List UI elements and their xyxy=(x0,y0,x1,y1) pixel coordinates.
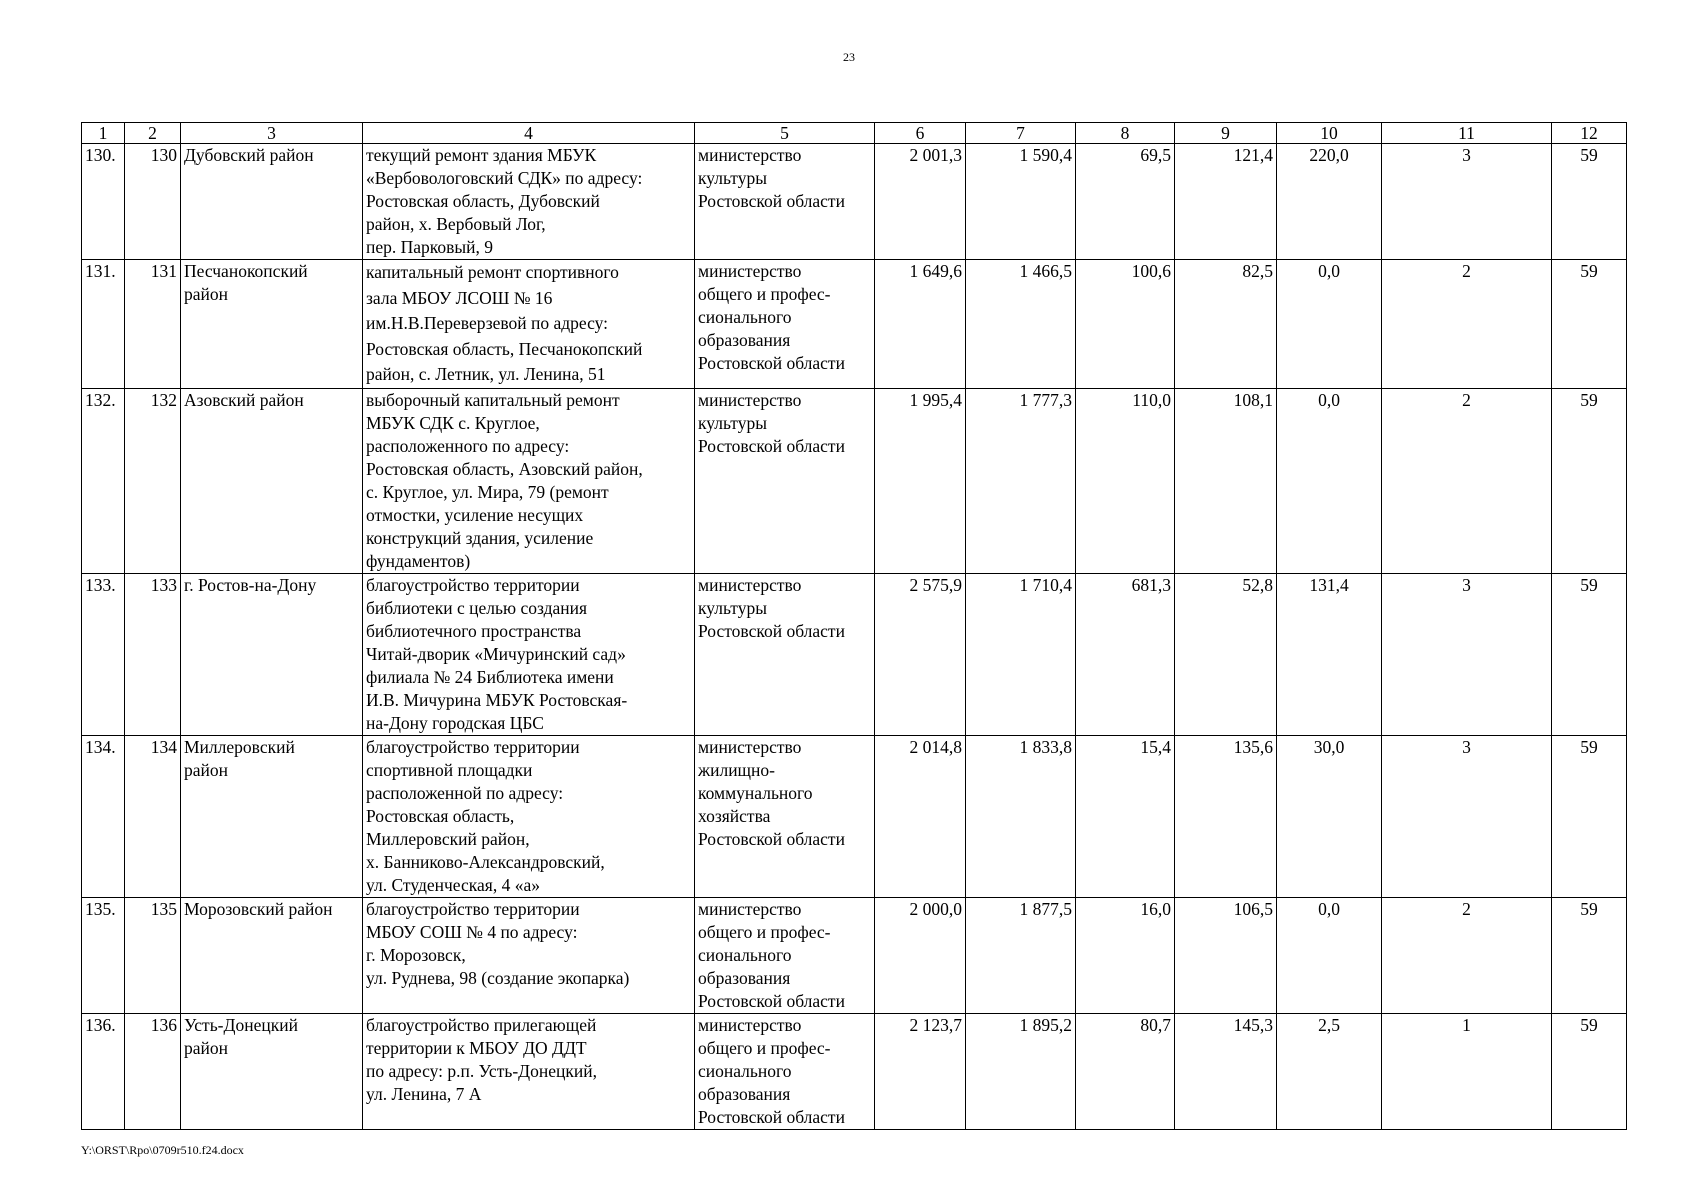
district-cell: Песчанокопский район xyxy=(181,260,363,389)
district-cell: Азовский район xyxy=(181,388,363,573)
value-cell-7: 1 710,4 xyxy=(966,573,1076,735)
value-cell-8: 100,6 xyxy=(1076,260,1175,389)
value-cell-7: 1 590,4 xyxy=(966,144,1076,260)
value-cell-10: 2,5 xyxy=(1277,1013,1382,1129)
value-cell-7: 1 895,2 xyxy=(966,1013,1076,1129)
value-cell-6: 1 995,4 xyxy=(875,388,966,573)
header-cell: 6 xyxy=(875,123,966,144)
value-cell-9: 145,3 xyxy=(1175,1013,1277,1129)
district-cell: Морозовский район xyxy=(181,897,363,1013)
table-row xyxy=(82,144,1627,260)
value-cell-11: 1 xyxy=(1382,1013,1552,1129)
header-cell: 3 xyxy=(181,123,363,144)
value-cell-10: 30,0 xyxy=(1277,735,1382,897)
header-cell: 2 xyxy=(125,123,181,144)
value-cell-10: 0,0 xyxy=(1277,260,1382,389)
value-cell-8: 681,3 xyxy=(1076,573,1175,735)
description-cell: выборочный капитальный ремонт МБУК СДК с. Круглое, расположенного по адресу: Ростовская область, Азовский район, с. Круглое, ул. Мира, 79 (ремонт отмостки, усиление несущих конструкций здания, усиление фундаментов) xyxy=(363,388,695,573)
value-cell-10: 220,0 xyxy=(1277,144,1382,260)
value-cell-12: 59 xyxy=(1552,260,1627,389)
value-cell-12: 59 xyxy=(1552,573,1627,735)
header-cell: 7 xyxy=(966,123,1076,144)
value-cell-7: 1 777,3 xyxy=(966,388,1076,573)
row-number: 132. xyxy=(82,388,125,573)
table-row xyxy=(82,260,1627,389)
row-id: 130 xyxy=(125,144,181,260)
value-cell-11: 3 xyxy=(1382,573,1552,735)
value-cell-11: 2 xyxy=(1382,260,1552,389)
value-cell-9: 82,5 xyxy=(1175,260,1277,389)
table-row xyxy=(82,897,1627,1013)
value-cell-8: 69,5 xyxy=(1076,144,1175,260)
value-cell-9: 52,8 xyxy=(1175,573,1277,735)
value-cell-6: 2 014,8 xyxy=(875,735,966,897)
value-cell-6: 2 000,0 xyxy=(875,897,966,1013)
description-cell: текущий ремонт здания МБУК «Вербовологовский СДК» по адресу: Ростовская область, Дубовский район, х. Вербовый Лог, пер. Парковый, 9 xyxy=(363,144,695,260)
row-id: 133 xyxy=(125,573,181,735)
description-cell: благоустройство прилегающей территории к МБОУ ДО ДДТ по адресу: р.п. Усть-Донецкий, ул. Ленина, 7 А xyxy=(363,1013,695,1129)
value-cell-7: 1 833,8 xyxy=(966,735,1076,897)
value-cell-12: 59 xyxy=(1552,144,1627,260)
header-cell: 4 xyxy=(363,123,695,144)
row-id: 136 xyxy=(125,1013,181,1129)
value-cell-7: 1 466,5 xyxy=(966,260,1076,389)
header-cell: 12 xyxy=(1552,123,1627,144)
description-cell: благоустройство территории МБОУ СОШ № 4 по адресу: г. Морозовск, ул. Руднева, 98 (создание экопарка) xyxy=(363,897,695,1013)
row-id: 135 xyxy=(125,897,181,1013)
description-cell: благоустройство территории спортивной площадки расположенной по адресу: Ростовская область, Миллеровский район, х. Банниково-Александровский, ул. Студенческая, 4 «а» xyxy=(363,735,695,897)
value-cell-11: 2 xyxy=(1382,897,1552,1013)
value-cell-9: 108,1 xyxy=(1175,388,1277,573)
value-cell-11: 3 xyxy=(1382,735,1552,897)
ministry-cell: министерство культуры Ростовской области xyxy=(695,144,875,260)
district-cell: Дубовский район xyxy=(181,144,363,260)
ministry-cell: министерство жилищно- коммунального хозяйства Ростовской области xyxy=(695,735,875,897)
table-row xyxy=(82,735,1627,897)
value-cell-12: 59 xyxy=(1552,897,1627,1013)
description-cell: благоустройство территории библиотеки с целью создания библиотечного пространства Читай-дворик «Мичуринский сад» филиала № 24 Библиотека имени И.В. Мичурина МБУК Ростовская- на-Дону городская ЦБС xyxy=(363,573,695,735)
header-cell: 5 xyxy=(695,123,875,144)
value-cell-8: 110,0 xyxy=(1076,388,1175,573)
value-cell-12: 59 xyxy=(1552,1013,1627,1129)
value-cell-10: 131,4 xyxy=(1277,573,1382,735)
value-cell-9: 121,4 xyxy=(1175,144,1277,260)
header-cell: 10 xyxy=(1277,123,1382,144)
row-number: 135. xyxy=(82,897,125,1013)
ministry-cell: министерство общего и профес- сионального образования Ростовской области xyxy=(695,260,875,389)
value-cell-8: 16,0 xyxy=(1076,897,1175,1013)
value-cell-12: 59 xyxy=(1552,735,1627,897)
row-number: 131. xyxy=(82,260,125,389)
district-cell: г. Ростов-на-Дону xyxy=(181,573,363,735)
description-cell: капитальный ремонт спортивного зала МБОУ ЛСОШ № 16 им.Н.В.Переверзевой по адресу: Ростовская область, Песчанокопский район, с. Летник, ул. Ленина, 51 xyxy=(363,260,695,389)
value-cell-10: 0,0 xyxy=(1277,388,1382,573)
ministry-cell: министерство общего и профес- сионального образования Ростовской области xyxy=(695,897,875,1013)
value-cell-6: 2 123,7 xyxy=(875,1013,966,1129)
district-cell: Усть-Донецкий район xyxy=(181,1013,363,1129)
header-cell: 9 xyxy=(1175,123,1277,144)
table-header-row xyxy=(82,123,1627,144)
table-row xyxy=(82,573,1627,735)
value-cell-11: 3 xyxy=(1382,144,1552,260)
table-row xyxy=(82,388,1627,573)
value-cell-6: 1 649,6 xyxy=(875,260,966,389)
row-id: 132 xyxy=(125,388,181,573)
value-cell-12: 59 xyxy=(1552,388,1627,573)
header-cell: 1 xyxy=(82,123,125,144)
value-cell-9: 106,5 xyxy=(1175,897,1277,1013)
page-number: 23 xyxy=(843,50,855,64)
file-path-footer: Y:\ORST\Rpo\0709r510.f24.docx xyxy=(81,1143,244,1157)
row-number: 130. xyxy=(82,144,125,260)
header-cell: 11 xyxy=(1382,123,1552,144)
data-table xyxy=(81,122,1627,1130)
value-cell-11: 2 xyxy=(1382,388,1552,573)
header-cell: 8 xyxy=(1076,123,1175,144)
ministry-cell: министерство культуры Ростовской области xyxy=(695,573,875,735)
value-cell-6: 2 001,3 xyxy=(875,144,966,260)
value-cell-7: 1 877,5 xyxy=(966,897,1076,1013)
value-cell-8: 80,7 xyxy=(1076,1013,1175,1129)
ministry-cell: министерство общего и профес- сионального образования Ростовской области xyxy=(695,1013,875,1129)
value-cell-10: 0,0 xyxy=(1277,897,1382,1013)
row-id: 134 xyxy=(125,735,181,897)
table-row xyxy=(82,1013,1627,1129)
row-number: 134. xyxy=(82,735,125,897)
ministry-cell: министерство культуры Ростовской области xyxy=(695,388,875,573)
value-cell-8: 15,4 xyxy=(1076,735,1175,897)
district-cell: Миллеровский район xyxy=(181,735,363,897)
row-number: 136. xyxy=(82,1013,125,1129)
value-cell-9: 135,6 xyxy=(1175,735,1277,897)
value-cell-6: 2 575,9 xyxy=(875,573,966,735)
row-id: 131 xyxy=(125,260,181,389)
row-number: 133. xyxy=(82,573,125,735)
